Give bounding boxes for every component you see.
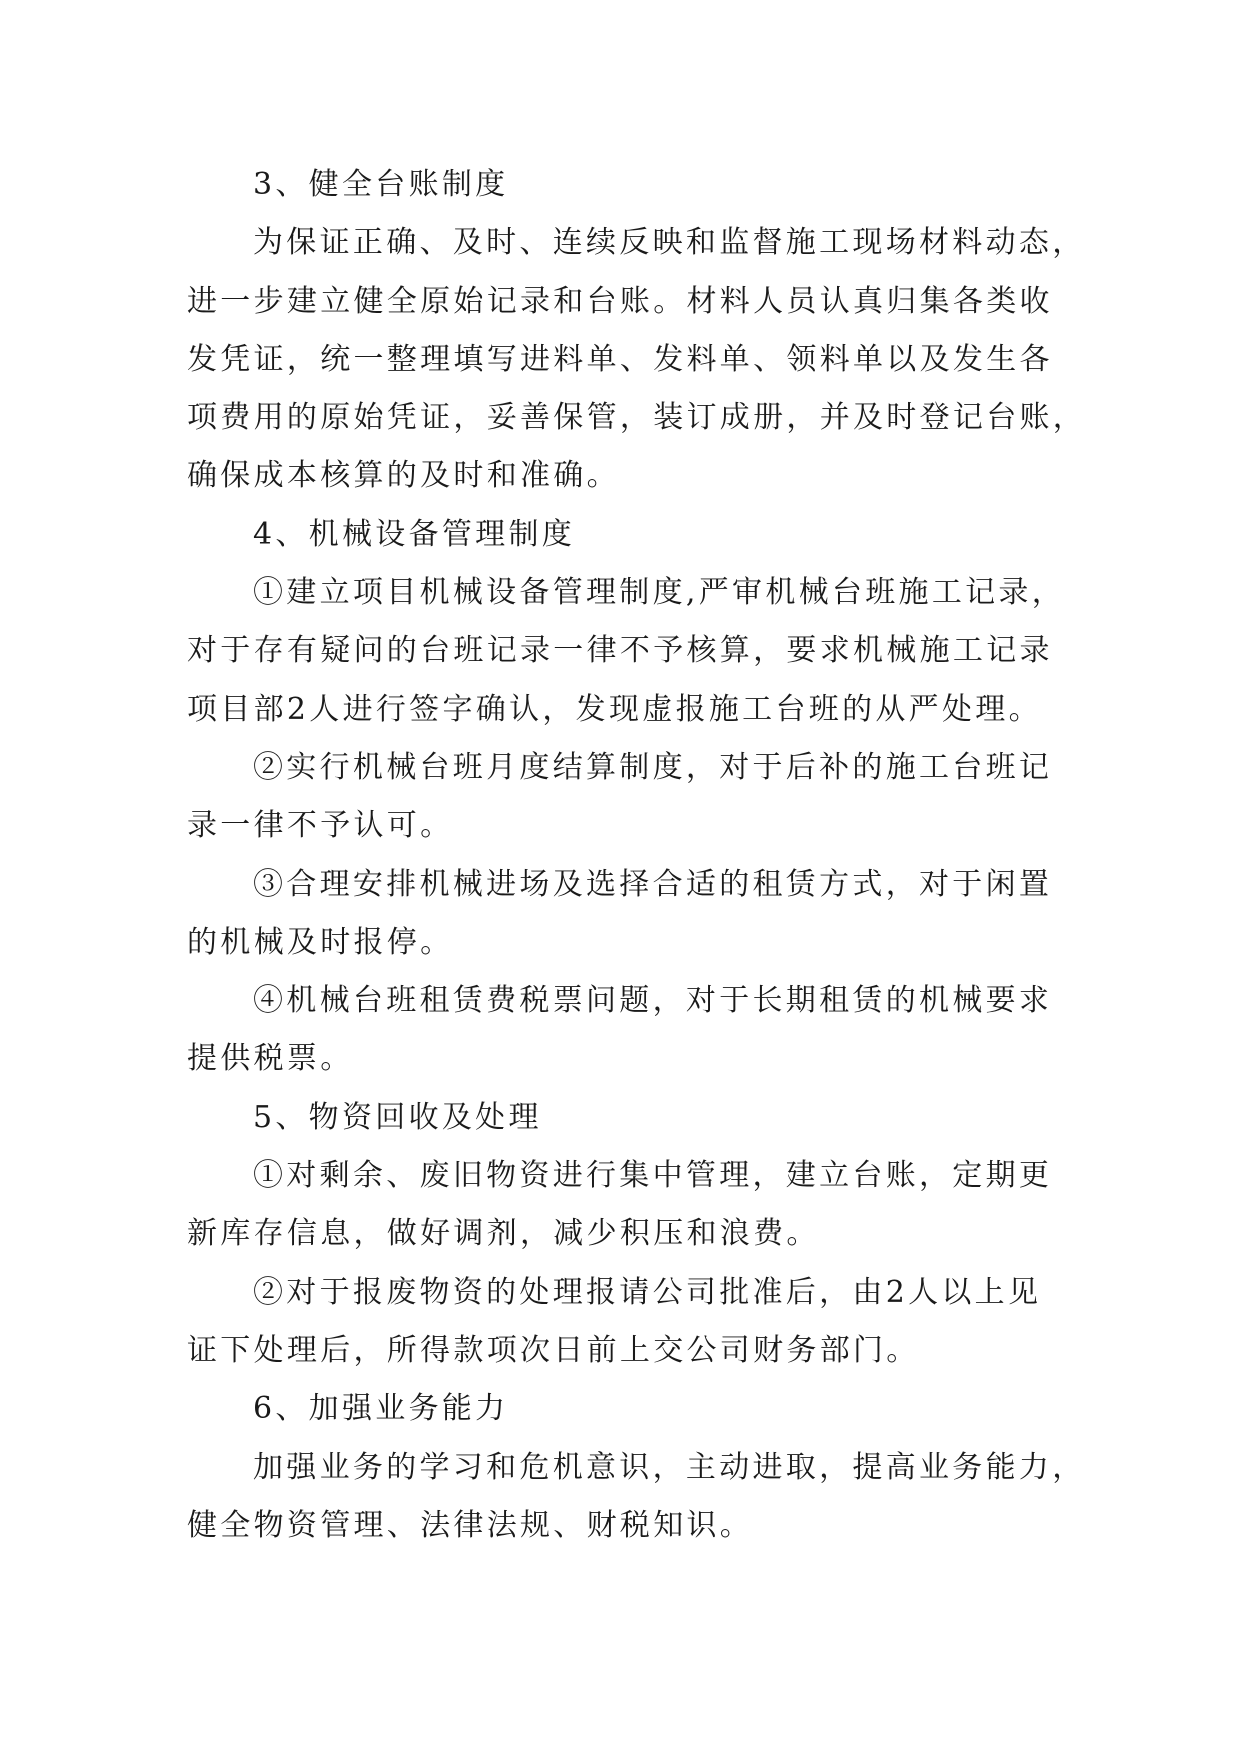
paragraph-business-capability [187,1439,1086,1556]
paragraph-line: 项费用的原始凭证，妥善保管，装订成册，并及时登记台账， [187,400,1087,436]
section-heading-business-capability [187,1380,1067,1438]
paragraph-line: 健全物资管理、法律法规、财税知识。 [187,1507,754,1543]
paragraph-line: 确保成本核算的及时和准确。 [187,458,620,494]
paragraph-line: 发凭证，统一整理填写进料单、发料单、领料单以及发生各 [187,341,1053,377]
section-heading-machinery-management [187,506,1067,564]
paragraph-line: 证下处理后，所得款项次日前上交公司财务部门。 [187,1332,920,1368]
list-item-machinery-4 [187,972,1067,1089]
paragraph-line: ①对剩余、废旧物资进行集中管理，建立台账，定期更 [253,1158,1053,1194]
paragraph-line: 的机械及时报停。 [187,924,454,960]
section-heading-material-recovery [187,1089,1067,1147]
list-item-recovery-1 [187,1147,1067,1264]
heading-text: 5、物资回收及处理 [253,1099,542,1135]
document-body [187,156,1087,1555]
section-heading-ledger-system [187,156,1067,214]
heading-text: 4、机械设备管理制度 [253,516,576,552]
paragraph-line: 提供税票。 [187,1041,354,1077]
paragraph-line: 新库存信息，做好调剂，减少积压和浪费。 [187,1216,820,1252]
paragraph-line: ②实行机械台班月度结算制度，对于后补的施工台班记 [253,749,1053,785]
list-item-recovery-2 [187,1264,1067,1381]
heading-text: 3、健全台账制度 [253,167,509,202]
paragraph-line: 为保证正确、及时、连续反映和监督施工现场材料动态， [253,225,1086,261]
paragraph-line: 进一步建立健全原始记录和台账。材料人员认真归集各类收 [187,283,1053,319]
list-item-machinery-3 [187,856,1067,973]
paragraph-line: 录一律不予认可。 [187,808,454,844]
paragraph-line: 项目部2人进行签字确认，发现虚报施工台班的从严处理。 [187,691,1042,727]
paragraph-line: ④机械台班租赁费税票问题，对于长期租赁的机械要求 [253,983,1053,1019]
paragraph-line: 加强业务的学习和危机意识，主动进取，提高业务能力， [253,1449,1086,1485]
list-item-machinery-2 [187,739,1067,856]
paragraph-line: ②对于报废物资的处理报请公司批准后，由2人以上见 [253,1274,1042,1310]
paragraph-line: ③合理安排机械进场及选择合适的租赁方式，对于闲置 [253,866,1053,902]
paragraph-line: ①建立项目机械设备管理制度,严审机械台班施工记录， [253,575,1066,611]
paragraph-line: 对于存有疑问的台班记录一律不予核算，要求机械施工记录 [187,633,1053,669]
list-item-machinery-1 [187,564,1067,739]
paragraph-ledger-details [187,214,1087,505]
heading-text: 6、加强业务能力 [253,1391,509,1427]
